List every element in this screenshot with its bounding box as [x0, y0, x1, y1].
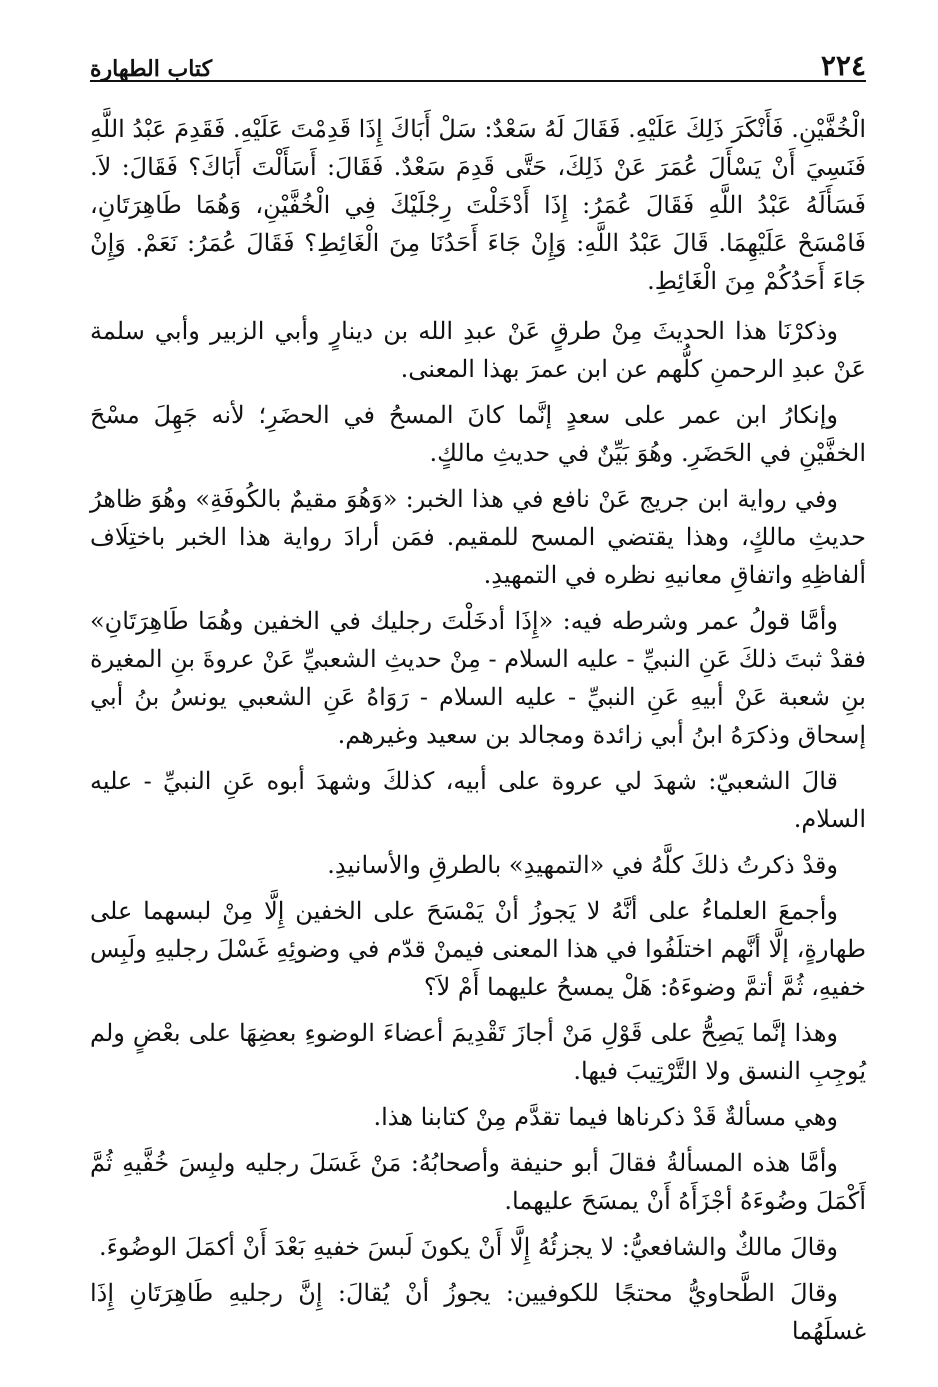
paragraph: وقالَ مالكٌ والشافعيُّ: لا يجزئُهُ إِلَّا أَنْ يكونَ لَبسَ خفيهِ بَعْدَ أَنْ أكمَلَ الوضُوءَ. — [99, 1233, 838, 1261]
paragraph: وأمَّا قولُ عمر وشرطه فيه: «إِذَا أدخَلْتَ رجليك في الخفين وهُمَا طَاهِرَتَانِ» فقدْ ثبتَ ذلكَ عَنِ النبيِّ - عليه السلام - مِنْ حديثِ الشعبيِّ عَنْ عروةَ بنِ المغيرة بنِ شعبة عَنْ أبيهِ عَنِ النبيِّ - عليه السلام - رَوَاهُ عَنِ الشعبي يونسُ بنُ أبي إسحاق وذكرَهُ ابنُ أبي زائدة ومجالد بن سعيد وغيرهم. — [90, 607, 867, 749]
paragraph: وإنكارُ ابن عمر على سعدٍ إنَّما كانَ المسحُ في الحضَرِ؛ لأنه جَهِلَ مسْحَ الخفَّيْنِ في الحَضَرِ. وهُوَ بَيِّنٌ في حديثِ مالكٍ. — [90, 401, 866, 467]
paragraph: وأجمعَ العلماءُ على أنَّهُ لا يَجوزُ أنْ يَمْسَحَ على الخفين إِلَّا مِنْ لبسهما على طهارةٍ، إلَّا أنَّهم اختلَفُوا في هذا المعنى فيمنْ قدّم في وضوئِهِ غَسْلَ رجليهِ ولَبِس خفيهِ، ثُمَّ أتمَّ وضوءَهُ: هَلْ يمسحُ عليهما أَمْ لاَ؟ — [90, 897, 866, 1001]
page-body — [90, 110, 866, 1350]
page-number: ٢٢٤ — [820, 49, 866, 82]
paragraph: وفي رواية ابن جريج عَنْ نافع في هذا الخبر: «وَهُوَ مقيمٌ بالكُوفَةِ» وهُوَ ظاهرُ حديثِ مالكٍ، وهذا يقتضي المسح للمقيم. فمَن أرادَ رواية هذا الخبر باختِلَاف ألفاظِهِ واتفاقِ معانيهِ نظره في التمهيدِ. — [90, 485, 866, 589]
paragraph: وذكرْنَا هذا الحديثَ مِنْ طرقٍ عَنْ عبدِ الله بن دينارٍ وأبي الزبير وأبي سلمة عَنْ عبدِ الرحمنِ كلُّهم عن ابن عمرَ بهذا المعنى. — [90, 317, 866, 383]
paragraph: وهذا إنَّما يَصِحُّ على قَوْلِ مَنْ أجازَ تَقْدِيمَ أعضاءَ الوضوءِ بعضِهَا على بعْضٍ ولم يُوجِبِ النسق ولا التَّرْتِيبَ فيها. — [90, 1019, 866, 1085]
page-header — [90, 38, 866, 82]
paragraph: وهي مسألةٌ قَدْ ذكرناها فيما تقدَّم مِنْ كتابنا هذا. — [373, 1103, 838, 1131]
paragraph: قالَ الشعبيّ: شهدَ لي عروة على أبيه، كذلكَ وشهدَ أبوه عَنِ النبيِّ - عليه السلام. — [90, 767, 866, 833]
paragraph: وقدْ ذكرتُ ذلكَ كلَّهُ في «التمهيدِ» بالطرقِ والأسانيدِ. — [327, 851, 838, 879]
book-title: كتاب الطهارة — [90, 56, 213, 82]
paragraph: وقالَ الطَّحاويُّ محتجًا للكوفيين: يجوزُ أنْ يُقالَ: إِنَّ رجليهِ طَاهِرَتَانِ إِذَا غسلَهُما — [90, 1279, 866, 1345]
paragraph: الْخُفَّيْنِ. فَأَنْكَرَ ذَلِكَ عَلَيْهِ. فَقَالَ لَهُ سَعْدٌ: سَلْ أَبَاكَ إِذَا قَدِمْتَ عَلَيْهِ. فَقَدِمَ عَبْدُ اللَّهِ فَنَسِيَ أَنْ يَسْأَلَ عُمَرَ عَنْ ذَلِكَ، حَتَّى قَدِمَ سَعْدٌ. فَقَالَ: أَسَأَلْتَ أَبَاكَ؟ فَقَالَ: لاَ. فَسَأَلَهُ عَبْدُ اللَّهِ فَقَالَ عُمَرُ: إِذَا أَدْخَلْتَ رِجْلَيْكَ فِي الْخُفَّيْنِ، وَهُمَا طَاهِرَتَانِ، فَامْسَحْ عَلَيْهِمَا. قَالَ عَبْدُ اللَّهِ: وَإِنْ جَاءَ أَحَدُنَا مِنَ الْغَائِطِ؟ فَقَالَ عُمَرُ: نَعَمْ. وَإِنْ جَاءَ أَحَدُكُمْ مِنَ الْغَائِطِ. — [90, 115, 866, 295]
paragraph: وأمَّا هذه المسألةُ فقالَ أبو حنيفة وأصحابُهُ: مَنْ غَسَلَ رجليه ولبِسَ خُفَّيهِ ثُمَّ أَكْمَلَ وضُوءَهُ أجْزَأَهُ أَنْ يمسَحَ عليهما. — [90, 1149, 866, 1215]
